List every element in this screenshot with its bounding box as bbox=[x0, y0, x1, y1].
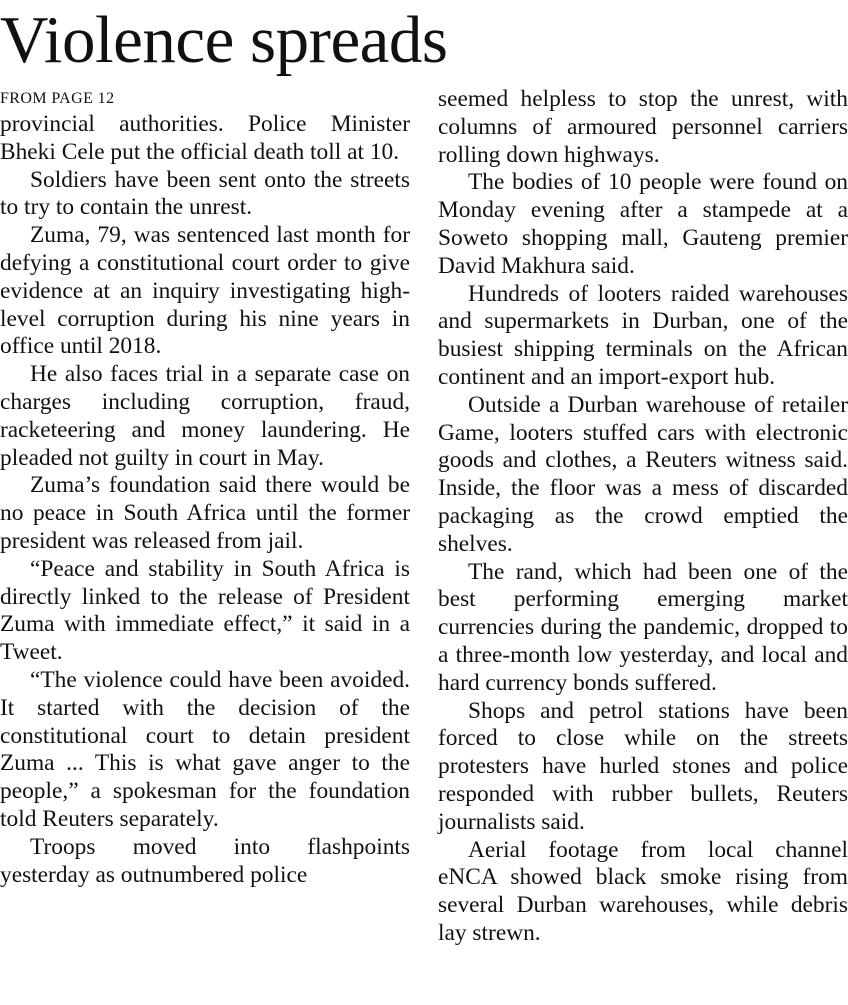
paragraph: The bodies of 10 people were found on Monday evening after a stampede at a Soweto shopping mall, Gauteng premier David Makhura said. bbox=[438, 169, 848, 279]
headline: Violence spreads bbox=[0, 3, 448, 77]
paragraph: provincial authorities. Police Minister Bheki Cele put the official death toll at 10. bbox=[0, 111, 410, 165]
paragraph: Zuma, 79, was sentenced last month for defying a constitutional court order to give evidence at an inquiry investigating high-level corruption during his nine years in office until 2018. bbox=[0, 222, 410, 360]
paragraph: Aerial footage from local channel eNCA showed black smoke rising from several Durban warehouses, while debris lay strewn. bbox=[438, 836, 848, 946]
paragraph: “The violence could have been avoided. It started with the decision of the constitutional court to detain president Zuma ... This is what gave anger to the people,” a spokesman for the foundation told Reuters separately. bbox=[0, 666, 410, 832]
paragraph: Soldiers have been sent onto the streets to try to contain the unrest. bbox=[0, 166, 410, 221]
right-column bbox=[438, 86, 848, 948]
paragraph: Troops moved into flashpoints yesterday as outnumbered police bbox=[0, 833, 410, 888]
paragraph: Zuma’s foundation said there would be no peace in South Africa until the former president was released from jail. bbox=[0, 472, 410, 554]
paragraph: seemed helpless to stop the unrest, with columns of armoured personnel carriers rolling down highways. bbox=[438, 86, 848, 168]
left-column bbox=[0, 86, 410, 889]
paragraph: Hundreds of looters raided warehouses and supermarkets in Durban, one of the busiest shipping terminals on the African continent and an import-export hub. bbox=[438, 280, 848, 390]
paragraph: “Peace and stability in South Africa is directly linked to the release of President Zuma with immediate effect,” it said in a Tweet. bbox=[0, 555, 410, 666]
paragraph: Shops and petrol stations have been forced to close while on the streets protesters have hurled stones and police responded with rubber bullets, Reuters journalists said. bbox=[438, 697, 848, 835]
paragraph: Outside a Durban warehouse of retailer Game, looters stuffed cars with electronic goods and clothes, a Reuters witness said. Inside, the floor was a mess of discarded packaging as the crowd emptied the shelves. bbox=[438, 391, 848, 557]
paragraph: The rand, which had been one of the best performing emerging market currencies during the pandemic, dropped to a three-month low yesterday, and local and hard currency bonds suffered. bbox=[438, 558, 848, 696]
paragraph: He also faces trial in a separate case on charges including corruption, fraud, racketeering and money laundering. He pleaded not guilty in court in May. bbox=[0, 361, 410, 471]
jump-line: FROM PAGE 12 bbox=[0, 90, 115, 107]
